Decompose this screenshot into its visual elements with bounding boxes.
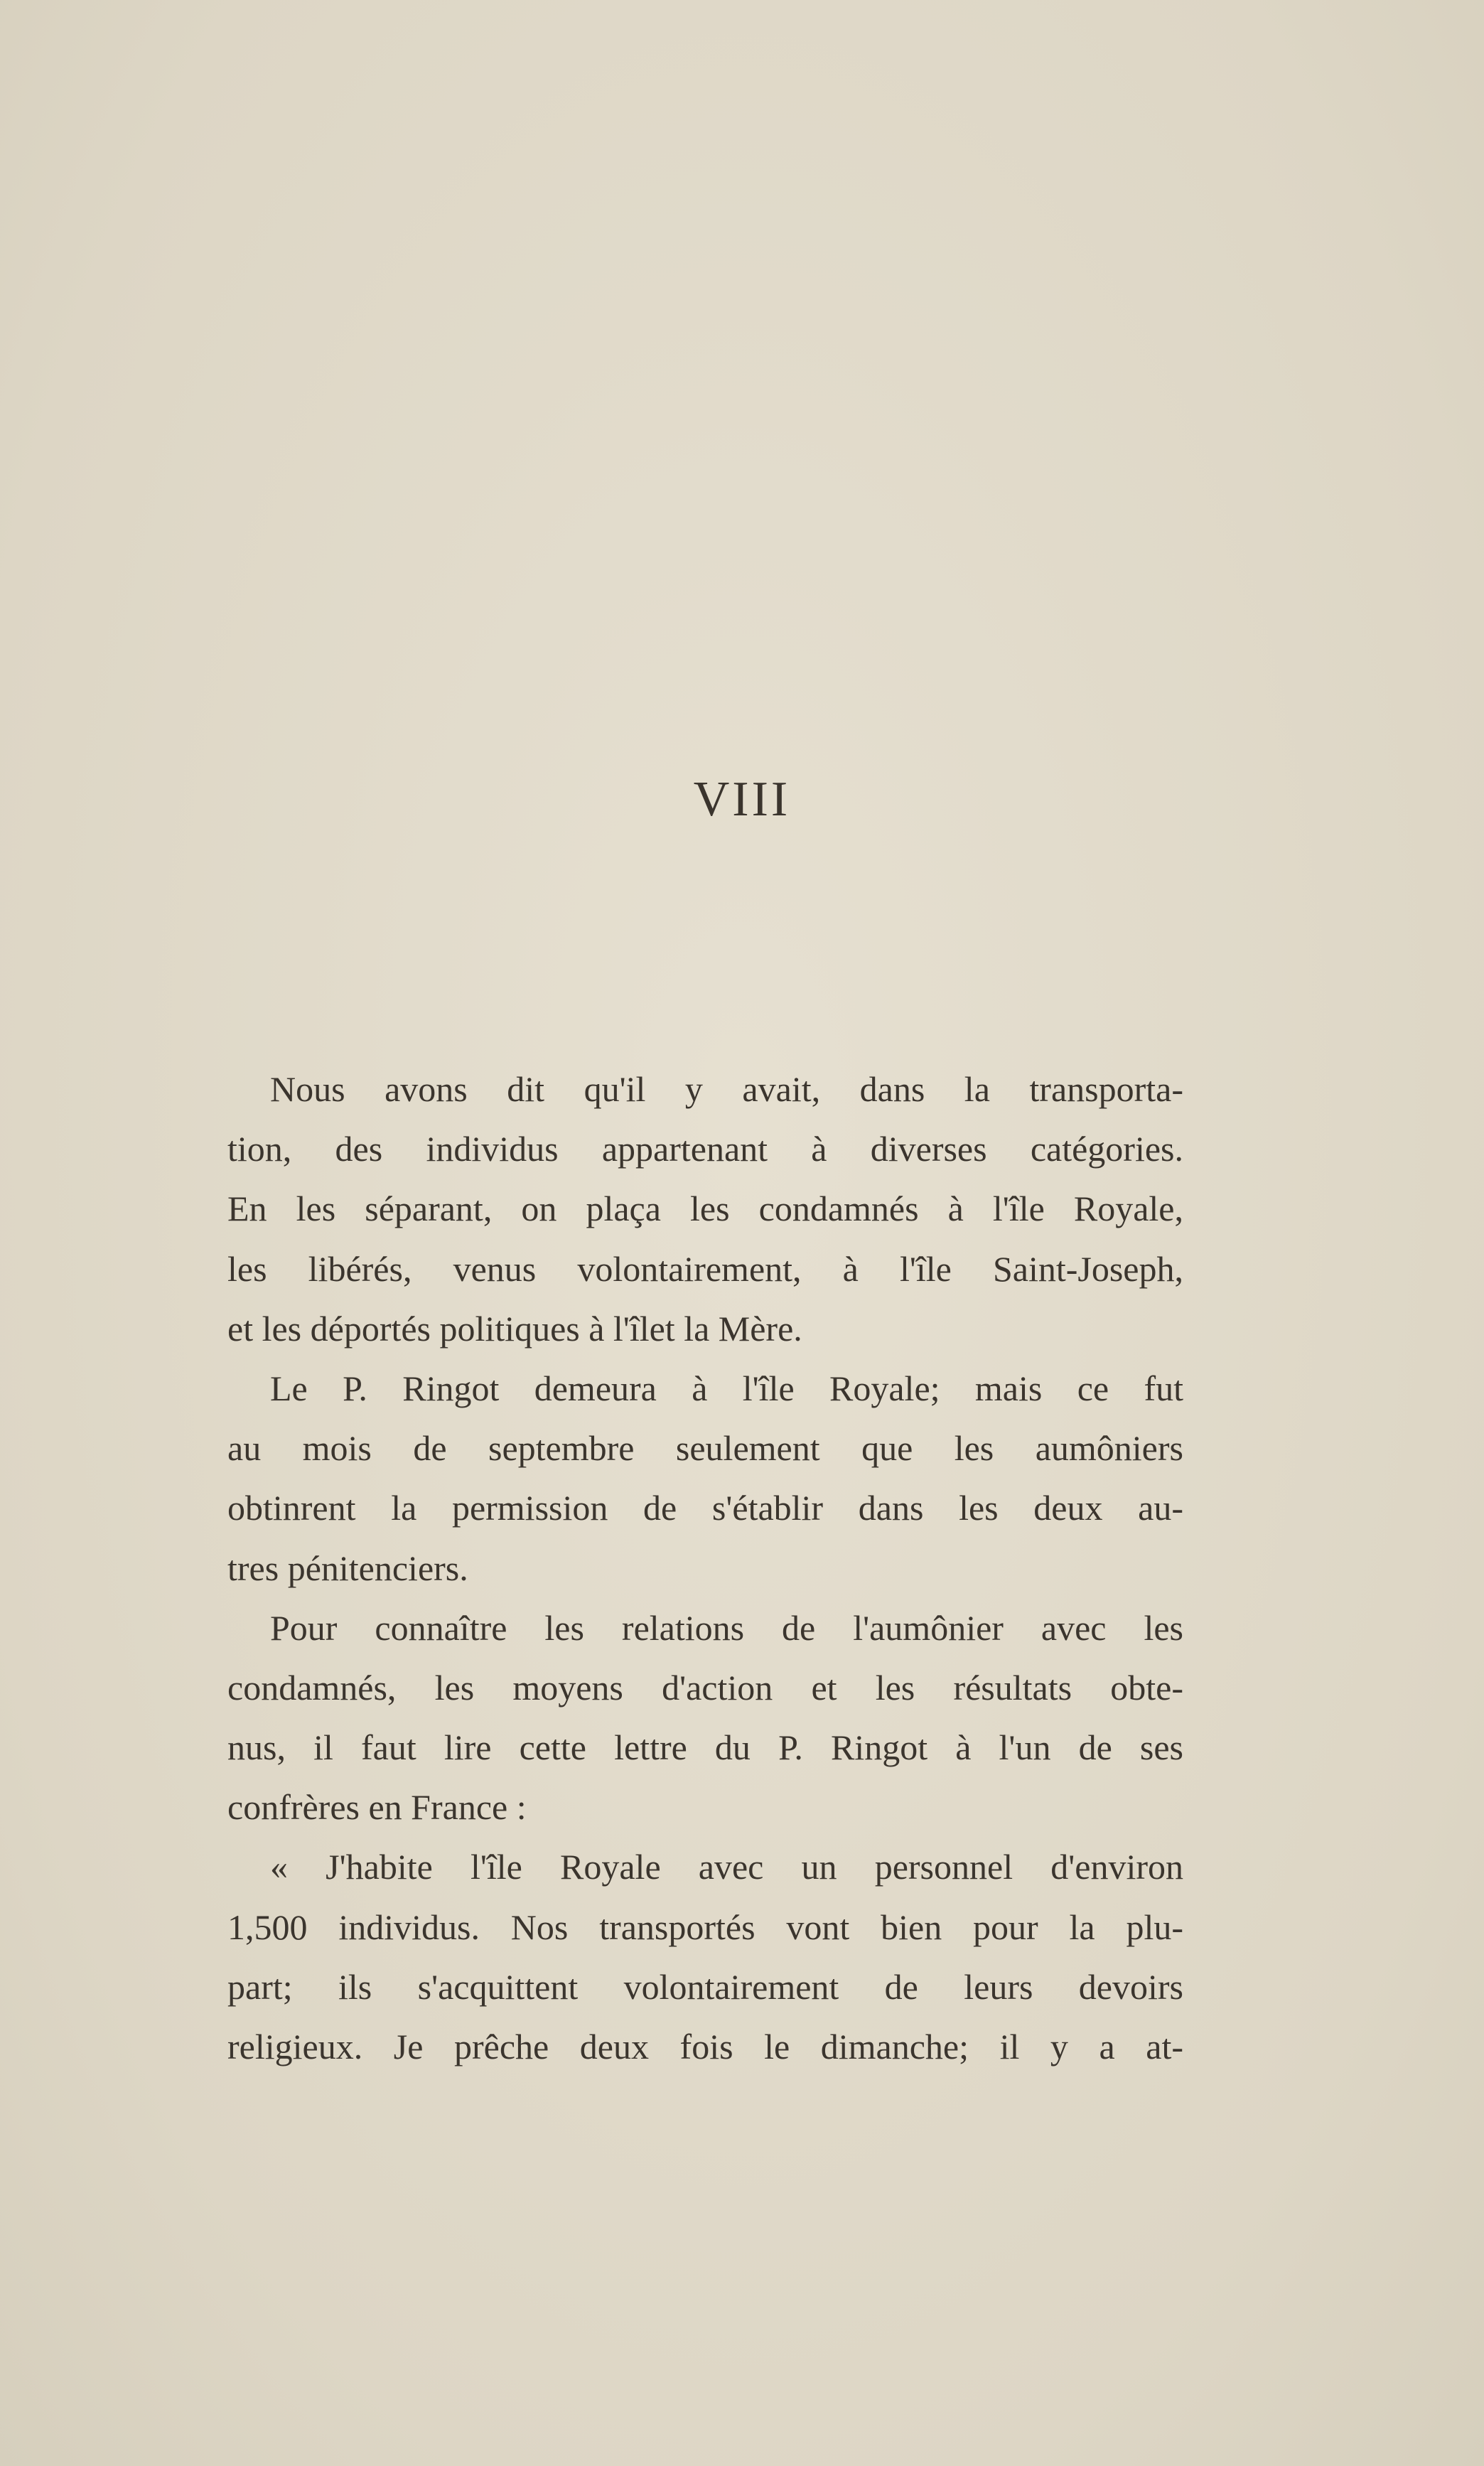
text-line: confrères en France : <box>227 1787 527 1828</box>
text-line: Nous avons dit qu'il y avait, dans la transporta- <box>270 1069 1183 1109</box>
text-line: tion, des individus appartenant à diverses catégories. <box>227 1129 1183 1169</box>
text-line: En les séparant, on plaça les condamnés à l'île Royale, <box>227 1189 1183 1229</box>
text-line: « J'habite l'île Royale avec un personnel d'environ <box>270 1847 1183 1887</box>
text-line: part; ils s'acquittent volontairement de leurs devoirs <box>227 1966 1183 2007</box>
text-line: Pour connaître les relations de l'aumônier avec les <box>270 1607 1183 1648</box>
text-line: Le P. Ringot demeura à l'île Royale; mais ce fut <box>270 1368 1183 1408</box>
text-line: obtinrent la permission de s'établir dans les deux au- <box>227 1488 1183 1528</box>
text-line: les libérés, venus volontairement, à l'île Saint-Joseph, <box>227 1248 1183 1289</box>
text-line: condamnés, les moyens d'action et les résultats obte- <box>227 1667 1183 1708</box>
text-line: tres pénitenciers. <box>227 1548 468 1588</box>
text-line: nus, il faut lire cette lettre du P. Ringot à l'un de ses <box>227 1727 1183 1768</box>
text-line: 1,500 individus. Nos transportés vont bien pour la plu- <box>227 1907 1183 1947</box>
text-line: religieux. Je prêche deux fois le dimanche; il y a at- <box>227 2027 1183 2066</box>
text-line: au mois de septembre seulement que les aumôniers <box>227 1428 1183 1469</box>
body-text <box>227 1059 1183 2076</box>
chapter-heading: VIII <box>693 772 791 827</box>
text-line: et les déportés politiques à l'îlet la Mère. <box>227 1308 802 1349</box>
